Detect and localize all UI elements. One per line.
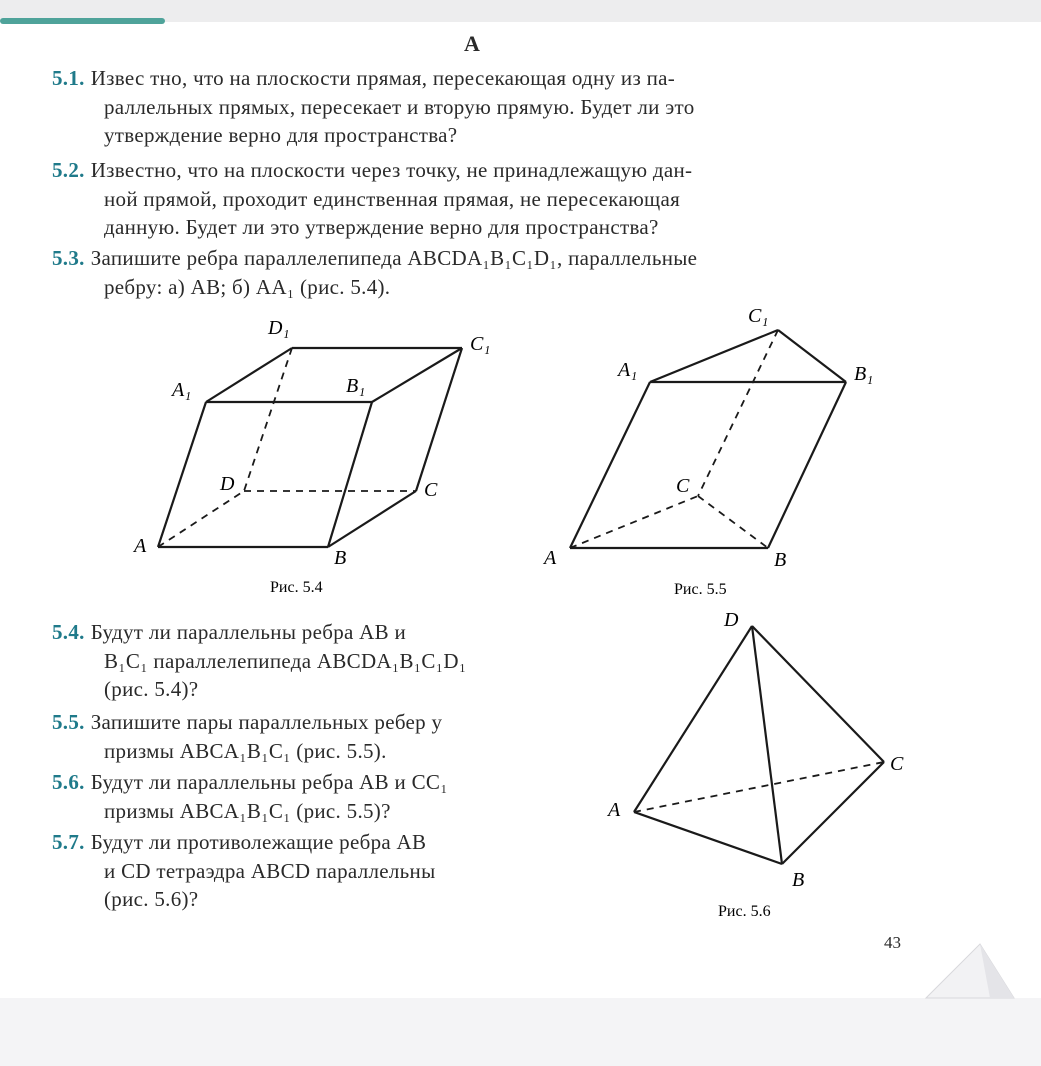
problem-5-2 bbox=[52, 156, 912, 242]
problem-line: и CD тетраэдра ABCD параллельны bbox=[104, 858, 436, 883]
problem-number: 5.3. bbox=[52, 246, 85, 270]
problem-line: Будут ли параллельны ребра AB и bbox=[90, 620, 407, 644]
edge-AC-hidden bbox=[570, 496, 698, 548]
edge-BC bbox=[328, 491, 416, 547]
problem-line: B₁C₁ параллелепипеда ABCDA₁B₁C₁D₁ bbox=[104, 648, 467, 673]
edge-DD1-hidden bbox=[244, 348, 292, 491]
section-letter: A bbox=[464, 31, 480, 56]
problem-number: 5.1. bbox=[52, 66, 85, 90]
label-C: C bbox=[676, 475, 690, 497]
label-B: B bbox=[334, 547, 347, 569]
edge-AA1 bbox=[570, 382, 650, 548]
label-A: A bbox=[134, 535, 147, 557]
label-A1: A₁ bbox=[172, 379, 192, 401]
problem-line: (рис. 5.6)? bbox=[104, 887, 199, 911]
edge-A1C1 bbox=[650, 330, 778, 382]
edge-AB bbox=[634, 812, 782, 864]
label-C1: C₁ bbox=[748, 305, 769, 327]
problem-line: призмы ABCA₁B₁C₁ (рис. 5.5). bbox=[104, 738, 387, 763]
label-C: C bbox=[890, 753, 904, 775]
label-A: A bbox=[608, 799, 621, 821]
label-C1: C₁ bbox=[470, 333, 491, 355]
problem-5-3 bbox=[52, 244, 912, 301]
problem-number: 5.5. bbox=[52, 710, 85, 734]
problem-number: 5.2. bbox=[52, 158, 85, 182]
problem-line: призмы ABCA₁B₁C₁ (рис. 5.5)? bbox=[104, 798, 391, 823]
problem-5-1 bbox=[52, 64, 912, 150]
edge-BB1 bbox=[768, 382, 846, 548]
edge-DB bbox=[752, 626, 782, 864]
problem-line: Будут ли противолежащие ребра AB bbox=[90, 830, 427, 854]
problem-5-7 bbox=[52, 828, 592, 914]
problem-5-5 bbox=[52, 708, 592, 765]
page-number: 43 bbox=[884, 933, 901, 952]
page-curl-icon bbox=[920, 940, 1020, 1000]
edge-DC bbox=[752, 626, 884, 762]
edge-AD-hidden bbox=[158, 491, 244, 547]
caption-5-6: Рис. 5.6 bbox=[718, 903, 771, 920]
label-B1: B₁ bbox=[854, 363, 874, 385]
edge-AC-hidden bbox=[634, 762, 884, 812]
problem-line: данную. Будет ли это утверждение верно для пространства? bbox=[104, 215, 659, 239]
edge-CC1 bbox=[416, 348, 462, 491]
label-C: C bbox=[424, 479, 438, 501]
figure-5-6 bbox=[600, 604, 920, 924]
label-B: B bbox=[774, 549, 787, 571]
label-D: D bbox=[220, 473, 235, 495]
problem-number: 5.4. bbox=[52, 620, 85, 644]
figure-5-4 bbox=[120, 300, 500, 600]
page-bottom-area bbox=[0, 998, 1041, 1066]
edge-BC bbox=[782, 762, 884, 864]
label-D1: D₁ bbox=[268, 317, 290, 339]
problem-line: Запишите пары параллельных ребер у bbox=[90, 710, 443, 734]
problem-line: Известно, что на плоскости через точку, не принадлежащую дан- bbox=[90, 158, 693, 182]
edge-CC1-hidden bbox=[698, 330, 778, 496]
caption-5-5: Рис. 5.5 bbox=[674, 581, 727, 598]
problem-5-4 bbox=[52, 618, 592, 704]
figure-5-5 bbox=[530, 296, 910, 600]
caption-5-4: Рис. 5.4 bbox=[270, 579, 323, 596]
edge-C1B1 bbox=[778, 330, 846, 382]
label-B: B bbox=[792, 869, 805, 891]
problem-line: Извес тно, что на плоскости прямая, пересекающая одну из па- bbox=[90, 66, 676, 90]
edge-AA1 bbox=[158, 402, 206, 547]
problem-number: 5.6. bbox=[52, 770, 85, 794]
label-A: A bbox=[544, 547, 557, 569]
problem-line: утверждение верно для пространства? bbox=[104, 123, 458, 147]
problem-line: (рис. 5.4)? bbox=[104, 677, 199, 701]
edge-BB1 bbox=[328, 402, 372, 547]
problem-line: ребру: а) AB; б) AA₁ (рис. 5.4). bbox=[104, 274, 391, 299]
label-B1: B₁ bbox=[346, 375, 366, 397]
label-D: D bbox=[724, 609, 739, 631]
problem-line: Будут ли параллельны ребра AB и CC₁ bbox=[90, 770, 448, 794]
problem-line: раллельных прямых, пересекает и вторую прямую. Будет ли это bbox=[104, 94, 695, 119]
edge-D1A1 bbox=[206, 348, 292, 402]
accent-stripe bbox=[0, 18, 165, 24]
problem-number: 5.7. bbox=[52, 830, 85, 854]
edge-CB-hidden bbox=[698, 496, 768, 548]
edge-DA bbox=[634, 626, 752, 812]
label-A1: A₁ bbox=[618, 359, 638, 381]
problem-line: ной прямой, проходит единственная прямая, не пересекающая bbox=[104, 186, 681, 211]
problem-line: Запишите ребра параллелепипеда ABCDA₁B₁C₁D₁, параллельные bbox=[90, 246, 698, 270]
problem-5-6 bbox=[52, 768, 592, 825]
edge-B1C1 bbox=[372, 348, 462, 402]
